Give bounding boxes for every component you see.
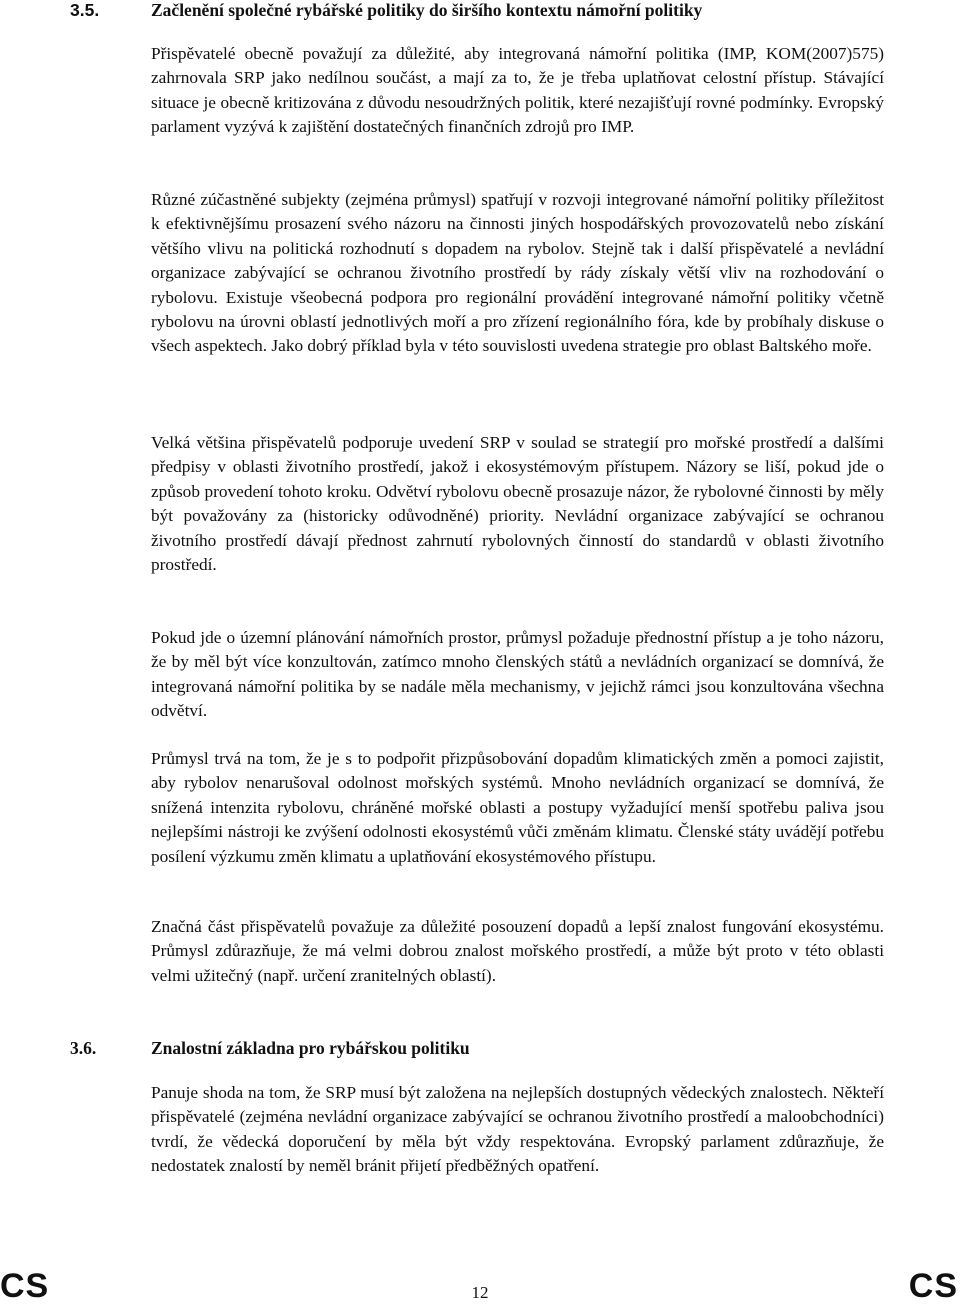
- paragraph: Panuje shoda na tom, že SRP musí být založena na nejlepších dostupných vědeckých znalostech. Někteří přispěvatelé (zejména nevládní organizace zabývající se ochranou životního prostředí a maloobchodníci) tvrdí, že vědecká doporučení by měla být vždy respektována. Evropský parlament zdůrazňuje, že nedostatek znalostí by neměl bránit přijetí předběžných opatření.: [151, 1083, 884, 1176]
- paragraph: Různé zúčastněné subjekty (zejména průmysl) spatřují v rozvoji integrované námořní politiky příležitost k efektivnějšímu prosazení svého názoru na činnosti jiných hospodářských provozovatelů nebo získání většího vlivu na politická rozhodnutí s dopadem na rybolov. Stejně tak i další přispěvatelé a nevládní organizace zabývající se ochranou životního prostředí by rády získaly větší vliv na rozhodování o rybolovu. Existuje všeobecná podpora pro regionální provádění integrované námořní politiky včetně rybolovu na úrovni oblastí jednotlivých moří a pro zřízení regionálního fóra, kde by probíhaly diskuse o všech aspektech. Jako dobrý příklad byla v této souvislosti uvedena strategie pro oblast Baltského moře.: [151, 190, 884, 356]
- paragraph: Pokud jde o územní plánování námořních prostor, průmysl požaduje přednostní přístup a je toho názoru, že by měl být více konzultován, zatímco mnoho členských států a nevládních organizací se domnívá, že integrovaná námořní politika by se nadále měla mechanismy, v jejichž rámci jsou konzultována všechna odvětví.: [151, 628, 884, 721]
- section-title: Začlenění společné rybářské politiky do širšího kontextu námořní politiky: [151, 0, 703, 20]
- section-number: 3.5.: [70, 0, 100, 20]
- section-number: 3.6.: [70, 1038, 97, 1058]
- section-title: Znalostní základna pro rybářskou politiku: [151, 1038, 470, 1058]
- footer-language-code-left: CS: [0, 1267, 50, 1305]
- paragraph: Průmysl trvá na tom, že je s to podpořit přizpůsobování dopadům klimatických změn a pomoci zajistit, aby rybolov nenarušoval odolnost mořských systémů. Mnoho nevládních organizací se domnívá, že snížená intenzita rybolovu, chráněné mořské oblasti a postupy vyžadující menší spotřebu paliva jsou nejlepšími nástroji ke zvýšení odolnosti ekosystémů vůči změnám klimatu. Členské státy uvádějí potřebu posílení výzkumu změn klimatu a uplatňování ekosystémového přístupu.: [151, 749, 884, 866]
- page-number: 12: [471, 1283, 489, 1302]
- paragraph: Značná část přispěvatelů považuje za důležité posouzení dopadů a lepší znalost fungování ekosystému. Průmysl zdůrazňuje, že má velmi dobrou znalost mořského prostředí, a může být proto v této oblasti velmi užitečný (např. určení zranitelných oblastí).: [151, 917, 884, 985]
- paragraph: Přispěvatelé obecně považují za důležité, aby integrovaná námořní politika (IMP, KOM(2007)575) zahrnovala SRP jako nedílnou součást, a mají za to, že je třeba uplatňovat celostní přístup. Stávající situace je obecně kritizována z důvodu nesoudržných politik, které nezajišťují rovné podmínky. Evropský parlament vyzývá k zajištění dostatečných finančních zdrojů pro IMP.: [151, 44, 884, 137]
- paragraph: Velká většina přispěvatelů podporuje uvedení SRP v soulad se strategií pro mořské prostředí a dalšími předpisy v oblasti životního prostředí, jakož i ekosystémovým přístupem. Názory se liší, pokud jde o způsob provedení tohoto kroku. Odvětví rybolovu obecně prosazuje názor, že rybolovné činnosti by měly být považovány za (historicky odůvodněné) priority. Nevládní organizace zabývající se ochranou životního prostředí dávají přednost zahrnutí rybolovných činností do standardů v oblasti životního prostředí.: [151, 433, 884, 575]
- footer-language-code-right: CS: [908, 1267, 958, 1305]
